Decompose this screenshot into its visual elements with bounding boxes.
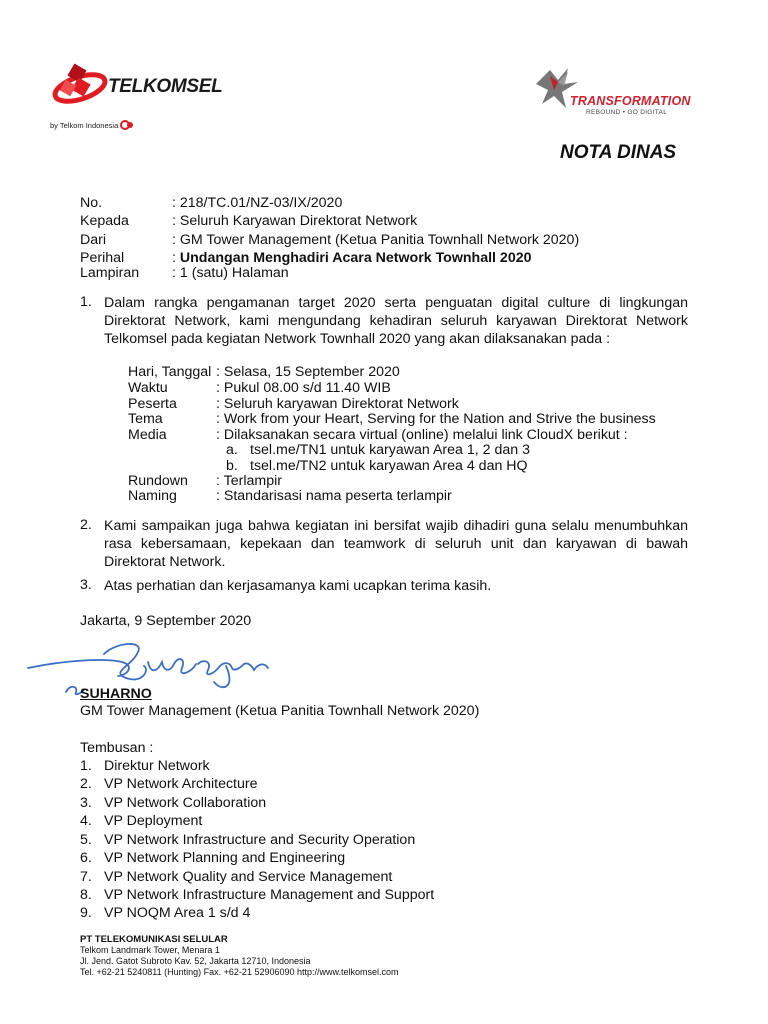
paragraph-2: Kami sampaikan juga bahwa kegiatan ini bersifat wajib dihadiri guna selalu menumbuhkan rasa kebersamaan, kepekaan dan teamwork di seluruh unit dan karyawan di bawah Direktorat Network. bbox=[104, 518, 688, 570]
signer-title: GM Tower Management (Ketua Panitia Townhall Network 2020) bbox=[80, 703, 480, 719]
detail-value: : Selasa, 15 September 2020 bbox=[216, 364, 400, 380]
telkomsel-logo bbox=[48, 58, 238, 138]
link-letter: b. bbox=[226, 458, 238, 474]
cc-title: Tembusan : bbox=[80, 740, 154, 756]
field-label: Kepada bbox=[80, 213, 129, 229]
detail-value: : Terlampir bbox=[216, 473, 282, 489]
footer-address-line: Telkom Landmark Tower, Menara 1 bbox=[80, 945, 220, 955]
detail-value: : Dilaksanakan secara virtual (online) melalui link CloudX berikut : bbox=[216, 427, 628, 443]
field-label: Perihal bbox=[80, 250, 125, 266]
transformation-logo bbox=[528, 62, 708, 132]
link-text: tsel.me/TN1 untuk karyawan Area 1, 2 dan 3 bbox=[250, 442, 530, 458]
paragraph-number: 1. bbox=[80, 294, 92, 310]
detail-label: Rundown bbox=[128, 473, 188, 489]
paragraph-number: 2. bbox=[80, 517, 92, 533]
field-label: Dari bbox=[80, 232, 107, 248]
telkom-indonesia-icon bbox=[120, 120, 134, 130]
brand-subtitle: by Telkom Indonesia bbox=[50, 120, 134, 130]
detail-label: Tema bbox=[128, 411, 163, 427]
detail-label: Hari, Tanggal bbox=[128, 364, 212, 380]
paragraph-number: 3. bbox=[80, 577, 92, 593]
detail-value: : Work from your Heart, Serving for the Nation and Strive the business bbox=[216, 411, 656, 427]
link-text: tsel.me/TN2 untuk karyawan Area 4 dan HQ bbox=[250, 458, 528, 474]
field-value: : Undangan Menghadiri Acara Network Townhall 2020 bbox=[172, 250, 532, 266]
campaign-title: TRANSFORMATION bbox=[570, 94, 691, 108]
detail-label: Media bbox=[128, 427, 167, 443]
company-footer bbox=[80, 934, 399, 978]
field-value: : GM Tower Management (Ketua Panitia Townhall Network 2020) bbox=[172, 232, 580, 248]
detail-label: Naming bbox=[128, 488, 177, 504]
detail-value: : Seluruh karyawan Direktorat Network bbox=[216, 396, 459, 412]
telkomsel-emblem-icon bbox=[48, 58, 108, 118]
paragraph-3: Atas perhatian dan kerjasamanya kami ucapkan terima kasih. bbox=[104, 578, 492, 594]
campaign-subtitle: REBOUND • GO DIGITAL bbox=[586, 109, 668, 116]
field-label: Lampiran bbox=[80, 265, 140, 281]
footer-contact-line: Tel. +62-21 5240811 (Hunting) Fax. +62-21 52906090 http://www.telkomsel.com bbox=[80, 967, 399, 977]
detail-value: : Pukul 08.00 s/d 11.40 WIB bbox=[216, 380, 391, 396]
footer-address-line: Jl. Jend. Gatot Subroto Kav. 52, Jakarta 12710, Indonesia bbox=[80, 956, 311, 966]
field-value: : Seluruh Karyawan Direktorat Network bbox=[172, 213, 418, 229]
field-label: No. bbox=[80, 195, 103, 211]
footer-company: PT TELEKOMUNIKASI SELULAR bbox=[80, 934, 228, 945]
place-date: Jakarta, 9 September 2020 bbox=[80, 613, 252, 629]
document-title: NOTA DINAS bbox=[560, 142, 677, 163]
detail-label: Peserta bbox=[128, 396, 177, 412]
paragraph-1: Dalam rangka pengamanan target 2020 serta penguatan digital culture di lingkungan Direktorat Network, kami mengundang kehadiran seluruh karyawan Direktorat Network Telkomsel pada kegiatan Network Townhall 2020 yang akan dilaksanakan pada : bbox=[104, 295, 688, 347]
signer-name: SUHARNO bbox=[80, 686, 152, 702]
brand-name: TELKOMSEL bbox=[108, 76, 223, 97]
phoenix-icon bbox=[528, 62, 588, 122]
link-letter: a. bbox=[226, 442, 238, 458]
field-value: : 1 (satu) Halaman bbox=[172, 265, 289, 281]
field-value: : 218/TC.01/NZ-03/IX/2020 bbox=[172, 195, 343, 211]
detail-label: Waktu bbox=[128, 380, 168, 396]
detail-value: : Standarisasi nama peserta terlampir bbox=[216, 488, 452, 504]
